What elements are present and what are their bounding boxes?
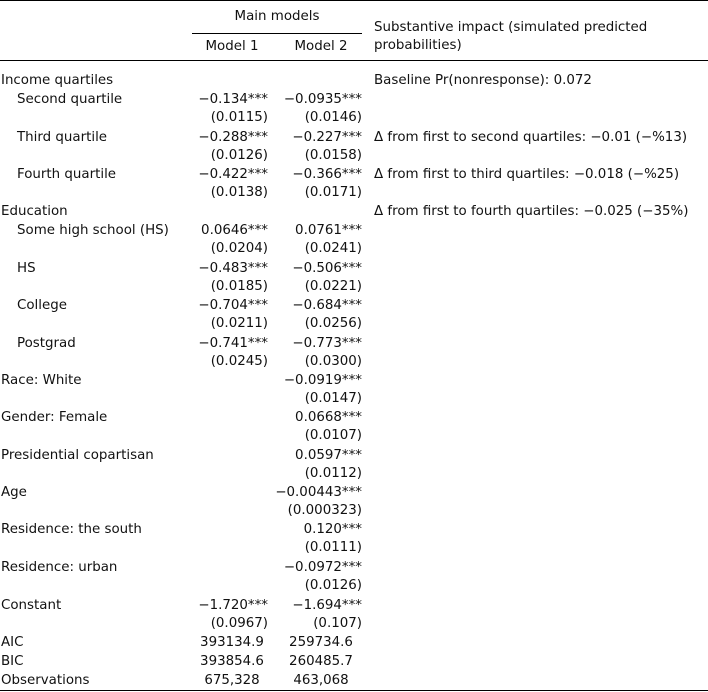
row-label: Third quartile [17,130,108,145]
model2-coef: −1.694*** [292,598,362,613]
row-label: HS [17,261,36,276]
model1-coef: −0.483*** [198,261,268,276]
model2-se: (0.0256) [304,316,362,331]
row-label: Gender: Female [1,410,108,425]
header-impact-line-1: Substantive impact (simulated predicted [374,20,648,35]
impact-text: Baseline Pr(nonresponse): 0.072 [374,73,592,88]
model1-se: (0.0115) [210,110,268,125]
model1-se: (0.0126) [210,148,268,163]
model1-se: (0.0204) [210,241,268,256]
model2-coef: −0.0935*** [283,92,362,107]
header-rule [0,60,708,61]
group-underline [192,33,362,34]
model2-se: (0.0111) [304,540,362,555]
model1-coef: −0.288*** [198,130,268,145]
model1-se: (0.0138) [210,185,268,200]
model1-se: (0.0211) [210,316,268,331]
model2-coef: −0.00443*** [275,485,362,500]
model2-se: (0.000323) [287,503,362,518]
model2-stat: 260485.7 [289,654,353,669]
model1-se: (0.0185) [210,279,268,294]
impact-text: Δ from first to fourth quartiles: −0.025 (−35%) [374,204,689,219]
model2-se: (0.0241) [304,241,362,256]
row-label: Income quartiles [1,73,114,88]
row-label: College [17,298,67,313]
model2-se: (0.0171) [304,185,362,200]
bottom-rule [0,690,708,691]
header-impact-line-2: probabilities) [374,38,462,53]
impact-text: Δ from first to third quartiles: −0.018 (−%25) [374,167,680,182]
model2-coef: −0.0972*** [283,560,362,575]
row-label: Postgrad [17,336,76,351]
model2-coef: −0.506*** [292,261,362,276]
header-group-label: Main models [234,9,320,24]
model1-coef: 0.0646*** [201,223,268,238]
model1-se: (0.0245) [210,354,268,369]
row-label: Some high school (HS) [17,223,169,238]
row-label: Residence: the south [1,522,142,537]
model2-coef: −0.0919*** [283,373,362,388]
header-model-2: Model 2 [294,39,348,54]
model1-stat: 393854.6 [200,654,264,669]
model2-coef: −0.227*** [292,130,362,145]
model2-coef: 0.0668*** [295,410,362,425]
model2-stat: 463,068 [293,673,349,688]
model2-coef: −0.684*** [292,298,362,313]
row-label: Age [1,485,27,500]
model2-se: (0.0146) [304,110,362,125]
row-label: Race: White [1,373,82,388]
model2-coef: −0.366*** [292,167,362,182]
model1-coef: −1.720*** [198,598,268,613]
model1-coef: −0.704*** [198,298,268,313]
model2-stat: 259734.6 [289,635,353,650]
model1-coef: −0.422*** [198,167,268,182]
stat-label: BIC [1,654,24,669]
model2-se: (0.0300) [304,354,362,369]
model1-stat: 675,328 [204,673,260,688]
row-label: Fourth quartile [17,167,117,182]
model2-se: (0.0107) [304,428,362,443]
header-model-1: Model 1 [205,39,259,54]
model2-coef: 0.0597*** [295,448,362,463]
model2-se: (0.0112) [304,466,362,481]
model2-coef: 0.0761*** [295,223,362,238]
model2-se: (0.107) [313,616,362,631]
model1-coef: −0.134*** [198,92,268,107]
model2-se: (0.0221) [304,279,362,294]
model1-se: (0.0967) [210,616,268,631]
model2-coef: −0.773*** [292,336,362,351]
row-label: Presidential copartisan [1,448,154,463]
row-label: Education [1,204,68,219]
model2-se: (0.0147) [304,391,362,406]
row-label: Residence: urban [1,560,118,575]
model2-se: (0.0126) [304,578,362,593]
top-rule [0,0,708,1]
model1-stat: 393134.9 [200,635,264,650]
impact-text: Δ from first to second quartiles: −0.01 (−%13) [374,130,688,145]
row-label: Constant [1,598,62,613]
model2-se: (0.0158) [304,148,362,163]
model1-coef: −0.741*** [198,336,268,351]
row-label: Second quartile [17,92,123,107]
stat-label: AIC [1,635,24,650]
stat-label: Observations [1,673,90,688]
model2-coef: 0.120*** [303,522,362,537]
